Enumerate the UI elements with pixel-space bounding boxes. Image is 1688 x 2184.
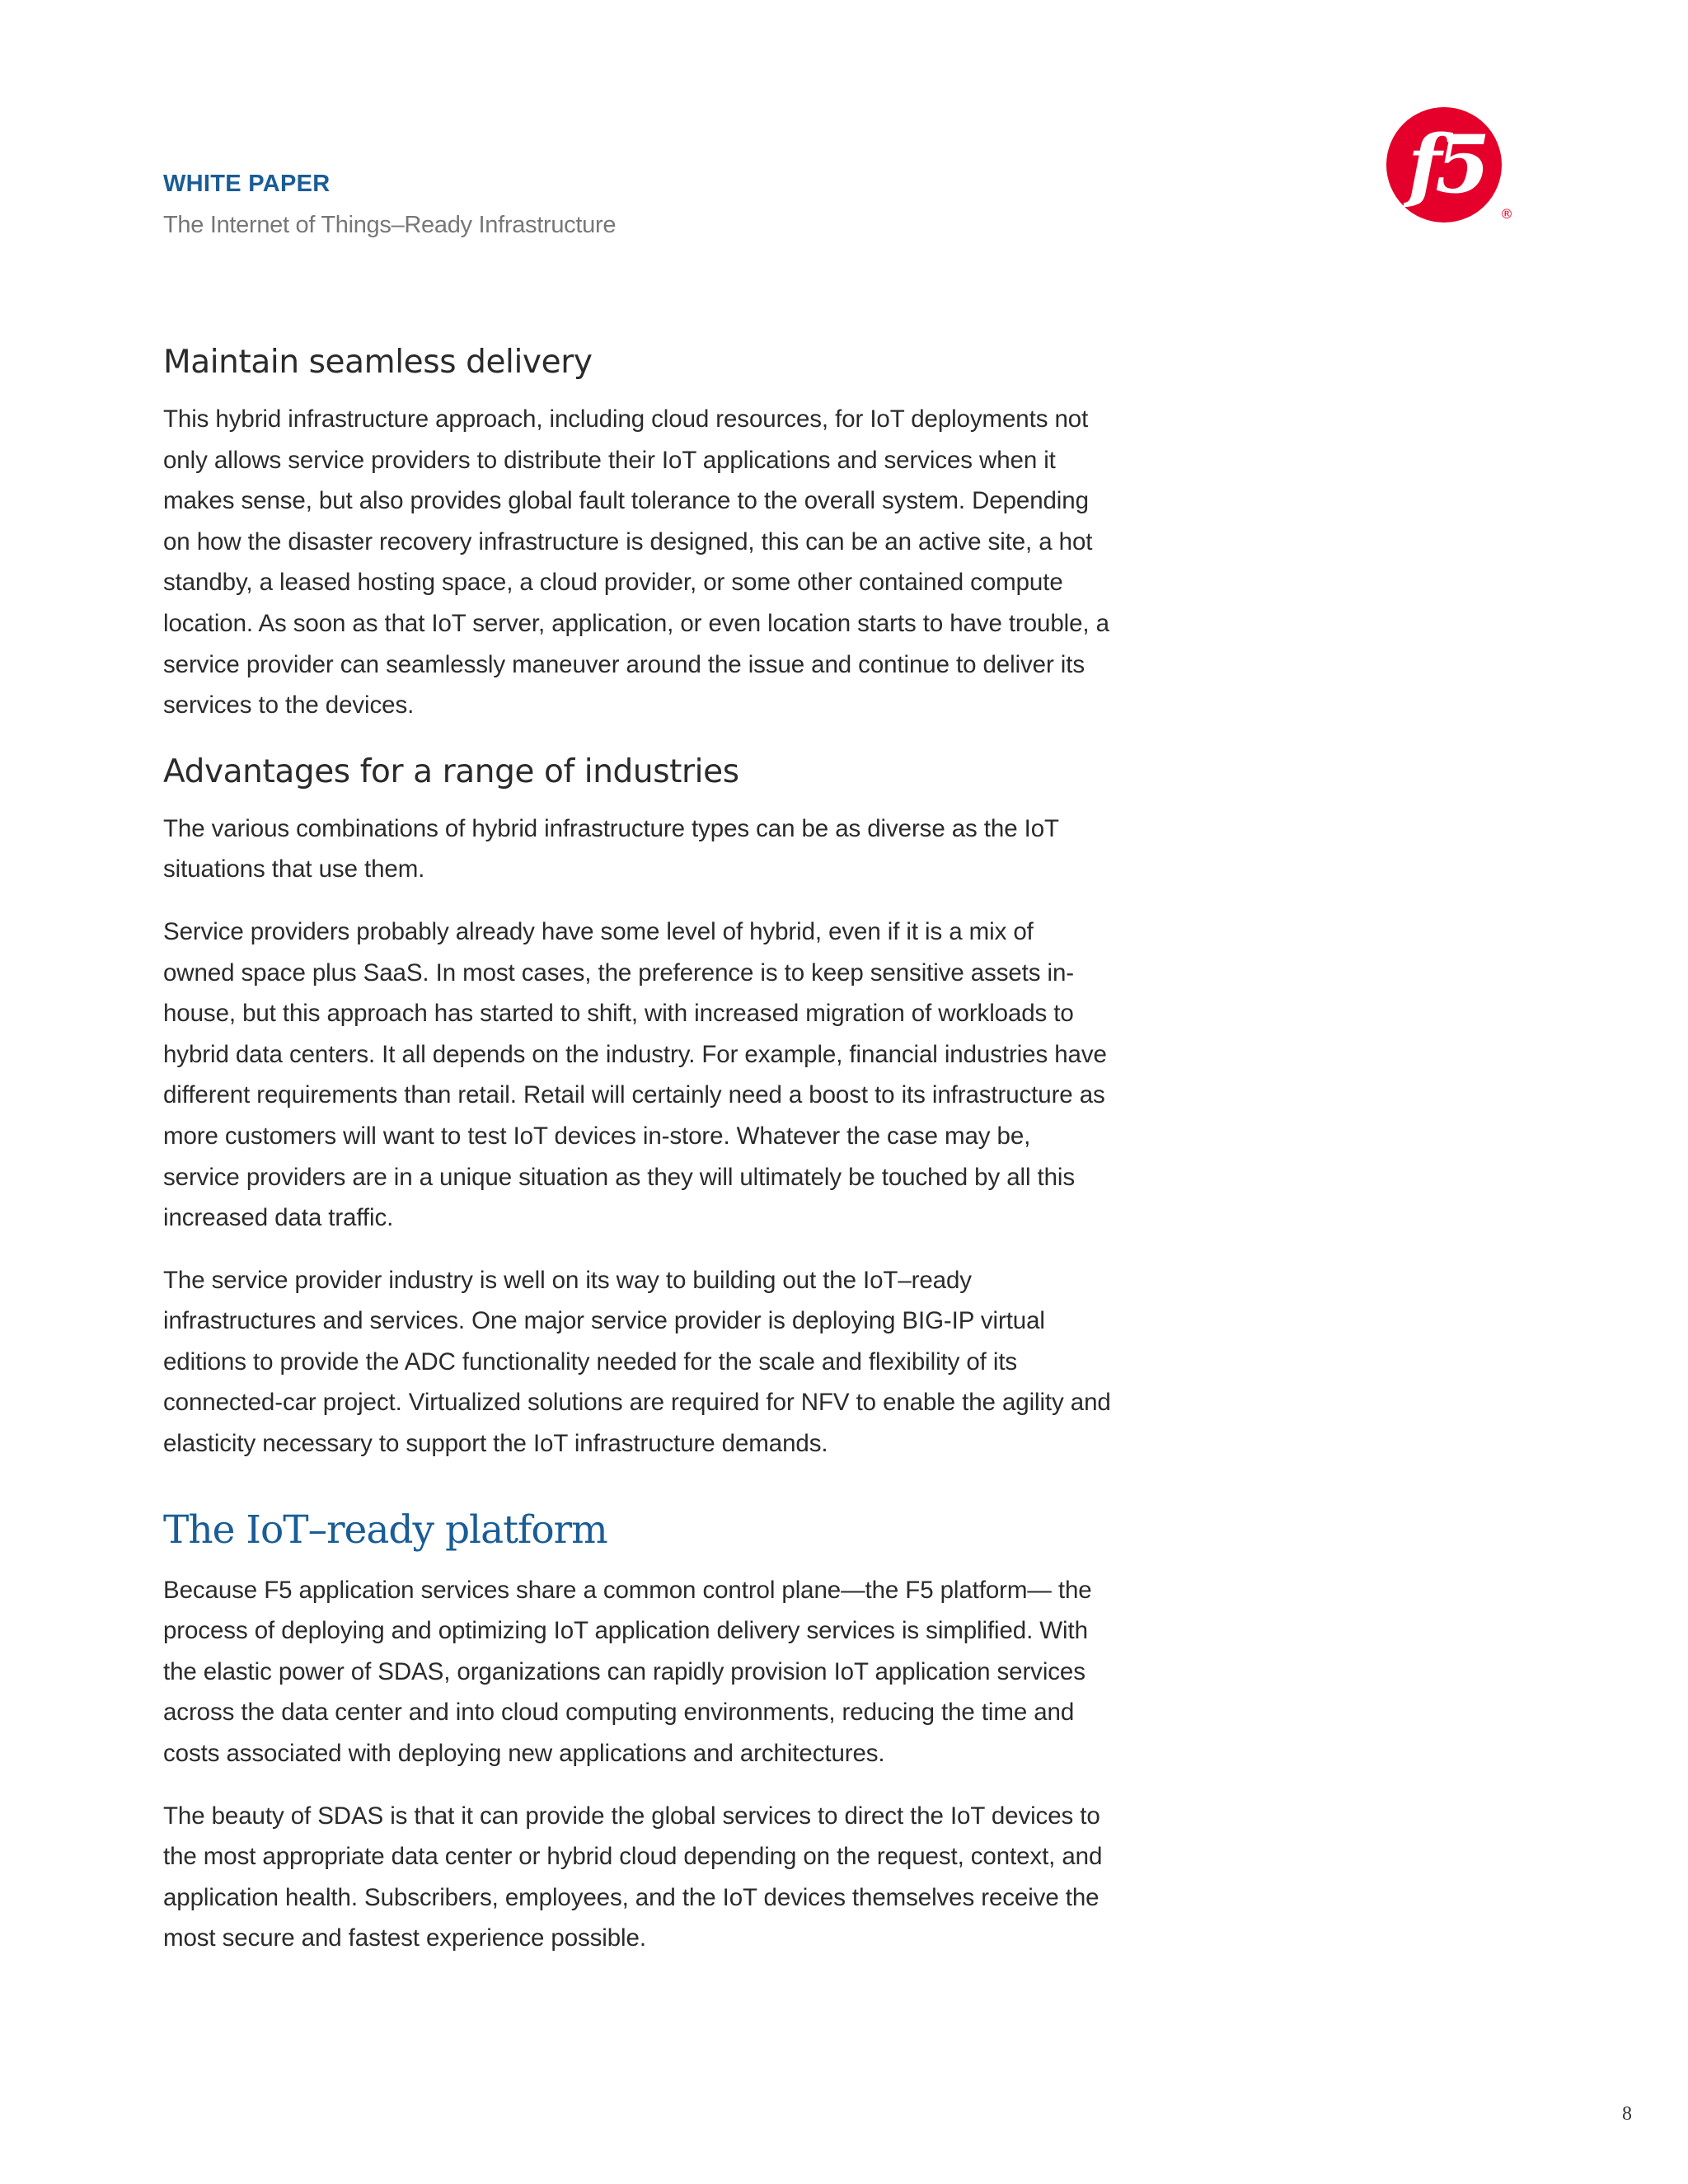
logo-text: f5 [1407,118,1484,211]
paragraph: Because F5 application services share a common control plane—the F5 platform— the process of deploying and optimizing IoT application delivery services is simplified. With the elastic power of SDAS, organizations can rapidly provision IoT application services across the data center and into cloud computing environments, reducing the time and costs associated with deploying new applications and architectures. [163,1576,1092,1768]
major-section-title: The IoT–ready platform [163,1507,607,1553]
section-iot-ready-platform [163,1502,1111,1959]
page-number: 8 [1622,2103,1632,2125]
paragraph: The service provider industry is well on its way to building out the IoT–ready infrastructures and services. One major service provider is deploying BIG-IP virtual editions to provide the ADC functionality needed for the scale and flexibility of its connected-car project. Virtualized solutions are required for NFV to enable the agility and elasticity necessary to support the IoT infrastructure demands. [163,1266,1111,1458]
document-header [163,167,616,241]
main-content [163,338,1111,1980]
section-title: Advantages for a range of industries [163,752,739,790]
doc-subtitle: The Internet of Things–Ready Infrastructure [163,212,617,238]
paragraph: The beauty of SDAS is that it can provide the global services to direct the IoT devices to the most appropriate data center or hybrid cloud depending on the request, context, and application health. Subscribers, employees, and the IoT devices themselves receive the most secure and fastest experience possible. [163,1802,1103,1952]
section-title: Maintain seamless delivery [163,344,593,381]
f5-logo-icon [1385,103,1517,227]
section-maintain-seamless-delivery [163,338,1111,726]
section-advantages-for-industries [163,748,1111,1465]
paragraph: This hybrid infrastructure approach, including cloud resources, for IoT deployments not only allows service providers to distribute their IoT applications and services when it makes sense, but also provides global fault tolerance to the overall system. Depending on how the disaster recovery infrastructure is designed, this can be an active site, a hot standby, a leased hosting space, a cloud provider, or some other contained compute location. As soon as that IoT server, application, or even location starts to have trouble, a service provider can seamlessly maneuver around the issue and continue to deliver its services to the devices. [163,405,1109,719]
paragraph: The various combinations of hybrid infrastructure types can be as diverse as the IoT situations that use them. [163,814,1059,883]
logo-registered-mark: ® [1500,206,1513,222]
doc-type-label: WHITE PAPER [163,171,331,197]
paragraph: Service providers probably already have some level of hybrid, even if it is a mix of owned space plus SaaS. In most cases, the preference is to keep sensitive assets in-house, but this approach has started to shift, with increased migration of workloads to hybrid data centers. It all depends on the industry. For example, financial industries have different requirements than retail. Retail will certainly need a boost to its infrastructure as more customers will want to test IoT devices in-store. Whatever the case may be, service providers are in a unique situation as they will ultimately be touched by all this increased data traffic. [163,917,1107,1232]
